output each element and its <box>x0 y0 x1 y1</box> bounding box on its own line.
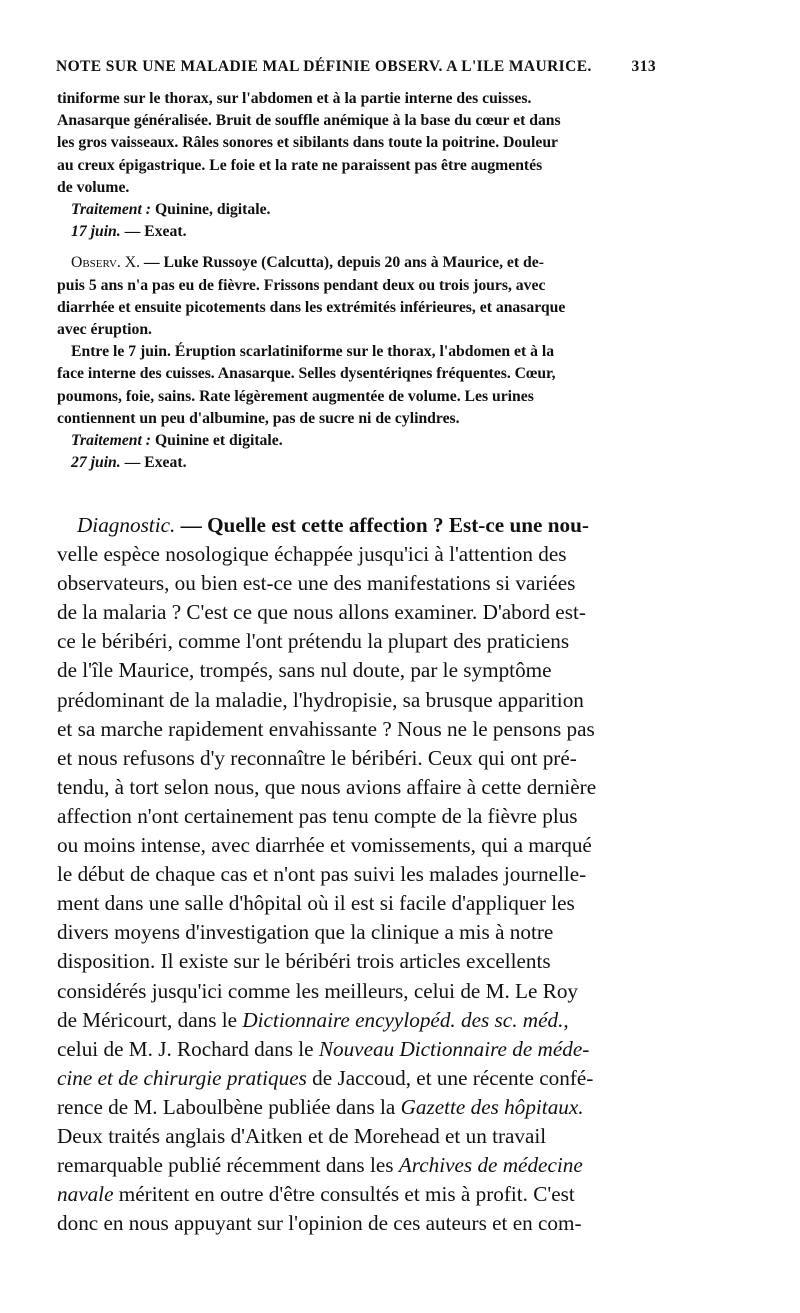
obs-x-traitement <box>57 430 657 452</box>
exeat-date: 27 juin. <box>71 454 121 472</box>
cited-work-title: Dictionnaire encyylopéd. des sc. méd. <box>242 1007 564 1032</box>
exeat-text: — Exeat. <box>124 454 187 472</box>
diagnostic-line-text: méritent en outre d'être consultés et mis à profit. C'est <box>113 1182 575 1207</box>
diagnostic-line: tendu, à tort selon nous, que nous avions affaire à cette dernière <box>57 774 597 799</box>
cited-work-title: Nouveau Dictionnaire de méde- <box>318 1036 590 1061</box>
obs-x-line-text: — Luke Russoye (Calcutta), depuis 20 ans à Maurice, et de- <box>143 254 544 272</box>
diagnostic-line: de l'île Maurice, trompés, sans nul doute, par le symptôme <box>57 658 552 683</box>
diagnostic-line-text: , <box>563 1007 569 1032</box>
page-number: 313 <box>631 58 656 75</box>
obs-prev-traitement <box>57 199 657 221</box>
traitement-text: Quinine, digitale. <box>154 201 271 219</box>
diagnostic-line <box>57 511 657 540</box>
obs-x-entry-line: poumons, foie, sains. Rate légèrement augmentée de volume. Les urines <box>57 387 534 405</box>
diagnostic-line-text: — Quelle est cette affection ? Est-ce une nou- <box>180 513 589 537</box>
diagnostic-line-text: donc en nous appuyant sur l'opinion de ces auteurs et en com- <box>57 1211 582 1236</box>
diagnostic-line: prédominant de la maladie, l'hydropisie, sa brusque apparition <box>57 687 584 712</box>
obs-x-line: puis 5 ans n'a pas eu de fièvre. Frissons pendant deux ou trois jours, avec <box>57 276 546 294</box>
diagnostic-line-text: de Jaccoud, et une récente confé- <box>306 1065 594 1090</box>
diagnostic-line: ment dans une salle d'hôpital où il est si facile d'appliquer les <box>57 891 575 916</box>
running-header <box>56 58 656 76</box>
cited-work-title: navale <box>57 1182 114 1207</box>
diagnostic-line: et sa marche rapidement envahissante ? Nous ne le pensons pas <box>57 716 595 741</box>
diagnostic-line <box>57 1180 657 1209</box>
obs-prev-line: de volume. <box>57 178 130 196</box>
diagnostic-line: divers moyens d'investigation que la clinique a mis à notre <box>57 920 554 945</box>
obs-x-entry-line: contiennent un peu d'albumine, pas de sucre ni de cylindres. <box>57 409 460 427</box>
diagnostic-line <box>57 1209 657 1238</box>
diagnostic-line: de la malaria ? C'est ce que nous allons examiner. D'abord est- <box>57 600 586 625</box>
obs-x-line: diarrhée et ensuite picotements dans les extrémités inférieures, et anasarque <box>57 298 566 316</box>
section-heading: Diagnostic. <box>77 513 176 537</box>
cited-work-title: Archives de médecine <box>398 1153 583 1178</box>
obs-prev-line: les gros vaisseaux. Râles sonores et sibilants dans toute la poitrine. Douleur <box>57 134 559 152</box>
obs-prev-exeat <box>57 221 657 243</box>
observation-label: Observ. X. <box>71 254 140 272</box>
diagnostic-line: considérés jusqu'ici comme les meilleurs, celui de M. Le Roy <box>57 978 579 1003</box>
diagnostic-line: affection n'ont certainement pas tenu compte de la fièvre plus <box>57 803 578 828</box>
obs-x-line <box>57 252 657 274</box>
diagnostic-line: et nous refusons d'y reconnaître le béribéri. Ceux qui ont pré- <box>57 745 577 770</box>
obs-prev-line: tiniforme sur le thorax, sur l'abdomen et à la partie interne des cuisses. <box>57 90 532 107</box>
diagnostic-line-text: de Méricourt, dans le <box>57 1007 243 1032</box>
diagnostic-line: velle espèce nosologique échappée jusqu'ici à l'attention des <box>57 542 567 567</box>
diagnostic-line: disposition. Il existe sur le béribéri trois articles excellents <box>57 949 551 974</box>
diagnostic-line <box>57 1093 657 1122</box>
cited-work-title: cine et de chirurgie pratiques <box>57 1065 307 1090</box>
diagnostic-line-text: rence de M. Laboulbène publiée dans la <box>57 1094 401 1119</box>
traitement-text: Quinine et digitale. <box>154 432 283 450</box>
diagnostic-line: ce le béribéri, comme l'ont prétendu la plupart des praticiens <box>57 629 570 654</box>
traitement-label: Traitement : <box>71 201 152 219</box>
diagnostic-line <box>57 1122 657 1151</box>
obs-prev-line: au creux épigastrique. Le foie et la rate ne paraissent pas être augmentés <box>57 156 543 174</box>
diagnostic-line-text: remarquable publié récemment dans les <box>57 1153 399 1178</box>
diagnostic-line <box>57 1064 657 1093</box>
obs-prev-line: Anasarque généralisée. Bruit de souffle anémique à la base du cœur et dans <box>57 112 561 130</box>
diagnostic-line-text: Deux traités anglais d'Aitken et de Morehead et un travail <box>57 1123 547 1148</box>
obs-x-line: avec éruption. <box>57 321 152 339</box>
diagnostic-line <box>57 1151 657 1180</box>
case-observations <box>57 88 657 474</box>
diagnostic-section <box>57 511 657 1238</box>
traitement-label: Traitement : <box>71 432 152 450</box>
obs-x-entry-line: Entre le 7 juin. Éruption scarlatiniforme sur le thorax, l'abdomen et à la <box>71 343 555 361</box>
diagnostic-line: ou moins intense, avec diarrhée et vomissements, qui a marqué <box>57 833 592 858</box>
exeat-text: — Exeat. <box>124 223 187 241</box>
diagnostic-line: le début de chaque cas et n'ont pas suivi les malades journelle- <box>57 862 587 887</box>
exeat-date: 17 juin. <box>71 223 121 241</box>
running-title: NOTE SUR UNE MALADIE MAL DÉFINIE OBSERV. A L'ILE MAURICE. <box>56 58 592 75</box>
obs-x-entry-line: face interne des cuisses. Anasarque. Selles dysentériqnes fréquentes. Cœur, <box>57 365 556 383</box>
diagnostic-line-text: celui de M. J. Rochard dans le <box>57 1036 319 1061</box>
diagnostic-line <box>57 1035 657 1064</box>
diagnostic-line: observateurs, ou bien est-ce une des manifestations si variées <box>57 571 576 596</box>
cited-work-title: Gazette des hôpitaux. <box>400 1094 584 1119</box>
obs-x-exeat <box>57 452 657 474</box>
diagnostic-line <box>57 1006 657 1035</box>
